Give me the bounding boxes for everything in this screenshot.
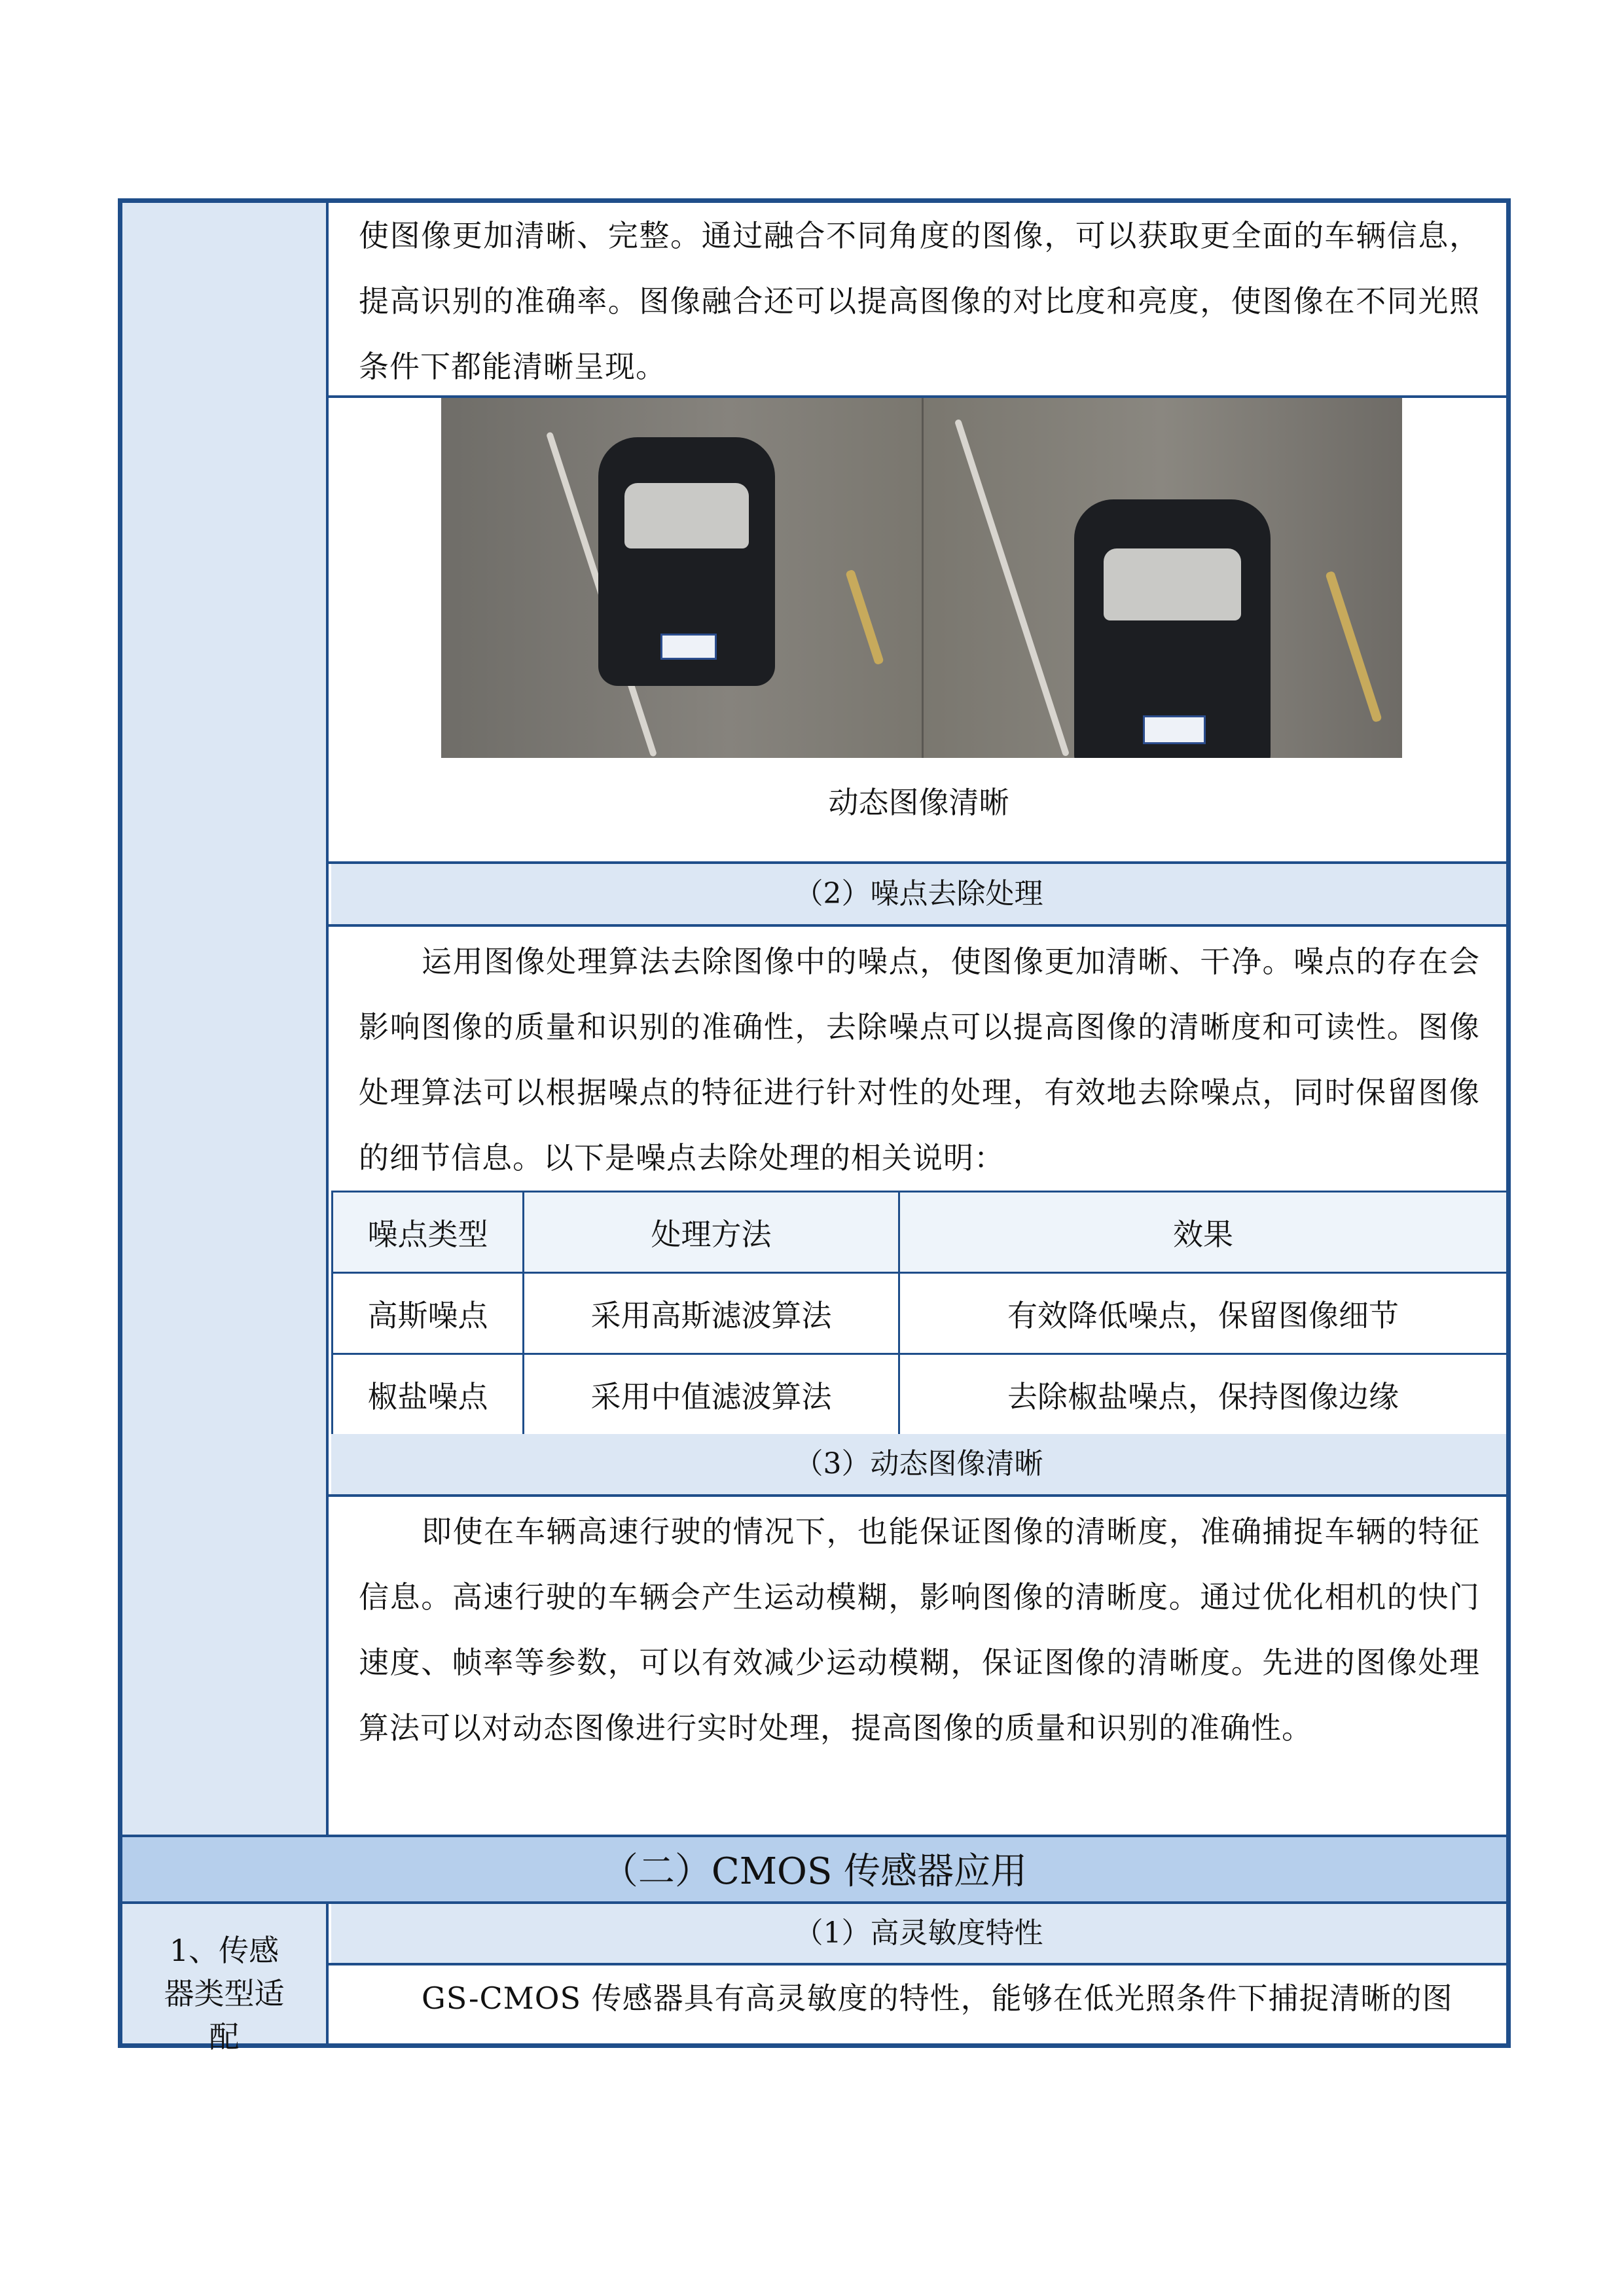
dynamic-heading: （3）动态图像清晰 [331,1434,1506,1494]
table-cell: 高斯噪点 [333,1273,524,1354]
noise-table [331,1191,1508,1436]
sensor-left-label [122,1904,329,2054]
car-right [1074,499,1271,758]
table-cell: 椒盐噪点 [333,1354,524,1435]
table-cell: 有效降低噪点，保留图像细节 [899,1273,1507,1354]
table-row [333,1273,1507,1354]
header-noise-type: 噪点类型 [333,1192,524,1273]
figure-caption: 动态图像清晰 [828,785,1009,820]
sensor-heading: （1）高灵敏度特性 [331,1904,1506,1963]
sensor-type-label: 1、传感器类型适配 [164,1933,285,2054]
photo-left [441,398,922,758]
table-cell: 采用中值滤波算法 [524,1354,899,1435]
header-effect: 效果 [899,1192,1507,1273]
car-photo [441,398,1402,758]
sensor-paragraph: GS-CMOS 传感器具有高灵敏度的特性，能够在低光照条件下捕捉清晰的图 [422,1981,1453,2016]
table-cell: 去除椒盐噪点，保持图像边缘 [899,1354,1507,1435]
divider [329,1494,1506,1497]
noise-paragraph: 运用图像处理算法去除图像中的噪点，使图像更加清晰、干净。噪点的存在会影响图像的质量和识别的准确性，去除噪点可以提高图像的清晰度和可读性。图像处理算法可以根据噪点的特征进行针对性的处理，有效地去除噪点，同时保留图像的细节信息。以下是噪点去除处理的相关说明： [359,944,1480,1175]
section-title: （二）CMOS 传感器应用 [122,1835,1506,1904]
header-method: 处理方法 [524,1192,899,1273]
intro-paragraph: 使图像更加清晰、完整。通过融合不同角度的图像，可以获取更全面的车辆信息，提高识别的准确率。图像融合还可以提高图像的对比度和亮度，使图像在不同光照条件下都能清晰呈现。 [359,218,1480,384]
divider [329,924,1506,927]
left-column [122,203,329,1835]
table-cell: 采用高斯滤波算法 [524,1273,899,1354]
car-left [598,437,775,686]
dynamic-paragraph: 即使在车辆高速行驶的情况下，也能保证图像的清晰度，准确捕捉车辆的特征信息。高速行驶的车辆会产生运动模糊，影响图像的清晰度。通过优化相机的快门速度、帧率等参数，可以有效减少运动模糊，保证图像的清晰度。先进的图像处理算法可以对动态图像进行实时处理，提高图像的质量和识别的准确性。 [359,1514,1480,1746]
content-table [118,198,1511,2054]
photo-right [922,398,1402,758]
table-header-row [333,1192,1507,1273]
table-row [333,1354,1507,1435]
noise-heading: （2）噪点去除处理 [331,864,1506,924]
